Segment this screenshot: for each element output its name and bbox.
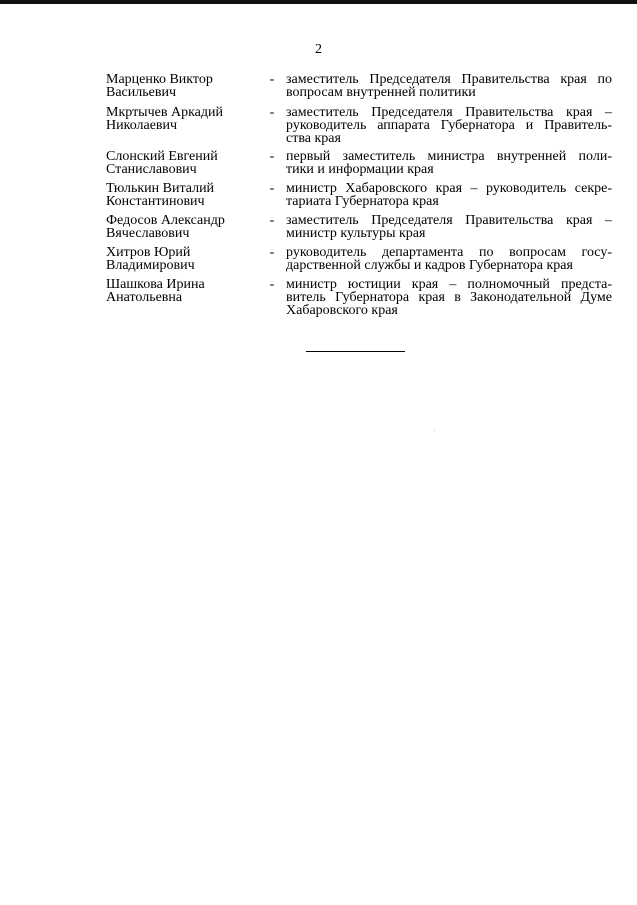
member-surname-name: Хитров Юрий bbox=[106, 245, 191, 260]
separator-dash: - bbox=[269, 181, 275, 196]
scan-speck bbox=[434, 430, 435, 431]
position-line: тики и информации края bbox=[286, 162, 434, 177]
position-line: вопросам внутренней политики bbox=[286, 85, 476, 100]
member-patronymic: Вячеславович bbox=[106, 226, 190, 241]
members-list bbox=[106, 73, 612, 317]
position-line: тариата Губернатора края bbox=[286, 194, 439, 209]
list-item bbox=[106, 246, 612, 272]
member-patronymic: Анатольевна bbox=[106, 290, 183, 305]
page-number: 2 bbox=[315, 42, 322, 57]
member-surname-name: Марценко Виктор bbox=[106, 72, 213, 87]
position-line: витель Губернатора края в Законодательной Думе bbox=[286, 290, 612, 305]
member-patronymic: Станиславович bbox=[106, 162, 197, 177]
member-position bbox=[286, 278, 612, 317]
position-line: министр культуры края bbox=[286, 226, 426, 241]
list-item bbox=[106, 106, 612, 145]
member-patronymic: Константинович bbox=[106, 194, 205, 209]
position-line: ства края bbox=[286, 131, 341, 146]
separator-dash: - bbox=[269, 105, 275, 120]
separator-dash: - bbox=[269, 213, 275, 228]
position-line: министр юстиции края – полномочный предста- bbox=[286, 277, 612, 292]
member-surname-name: Тюлькин Виталий bbox=[106, 181, 215, 196]
member-patronymic: Владимирович bbox=[106, 258, 195, 273]
member-position bbox=[286, 214, 612, 240]
member-name bbox=[106, 182, 258, 208]
scan-edge bbox=[0, 0, 637, 4]
position-line: Хабаровского края bbox=[286, 303, 398, 318]
list-item bbox=[106, 182, 612, 208]
member-name bbox=[106, 214, 258, 240]
member-position bbox=[286, 246, 612, 272]
separator-dash: - bbox=[269, 245, 275, 260]
member-name bbox=[106, 246, 258, 272]
separator-dash: - bbox=[269, 72, 275, 87]
member-position bbox=[286, 73, 612, 99]
member-position bbox=[286, 182, 612, 208]
member-name bbox=[106, 106, 258, 132]
member-surname-name: Мкртычев Аркадий bbox=[106, 105, 223, 120]
member-surname-name: Федосов Александр bbox=[106, 213, 225, 228]
position-line: дарственной службы и кадров Губернатора края bbox=[286, 258, 573, 273]
member-patronymic: Николаевич bbox=[106, 118, 178, 133]
member-surname-name: Шашкова Ирина bbox=[106, 277, 205, 292]
position-line: заместитель Председателя Правительства края по bbox=[286, 72, 612, 87]
member-surname-name: Слонский Евгений bbox=[106, 149, 218, 164]
member-position bbox=[286, 150, 612, 176]
position-line: министр Хабаровского края – руководитель секре- bbox=[286, 181, 612, 196]
closing-divider-line bbox=[306, 351, 405, 352]
list-item bbox=[106, 278, 612, 317]
member-name bbox=[106, 150, 258, 176]
list-item bbox=[106, 150, 612, 176]
separator-dash: - bbox=[269, 149, 275, 164]
position-line: первый заместитель министра внутренней поли- bbox=[286, 149, 612, 164]
position-line: заместитель Председателя Правительства края – bbox=[286, 213, 612, 228]
list-item bbox=[106, 73, 612, 99]
member-position bbox=[286, 106, 612, 145]
member-name bbox=[106, 73, 258, 99]
position-line: руководитель департамента по вопросам госу- bbox=[286, 245, 612, 260]
list-item bbox=[106, 214, 612, 240]
member-patronymic: Васильевич bbox=[106, 85, 176, 100]
member-name bbox=[106, 278, 258, 304]
position-line: заместитель Председателя Правительства края – bbox=[286, 105, 612, 120]
separator-dash: - bbox=[269, 277, 275, 292]
position-line: руководитель аппарата Губернатора и Правитель- bbox=[286, 118, 612, 133]
